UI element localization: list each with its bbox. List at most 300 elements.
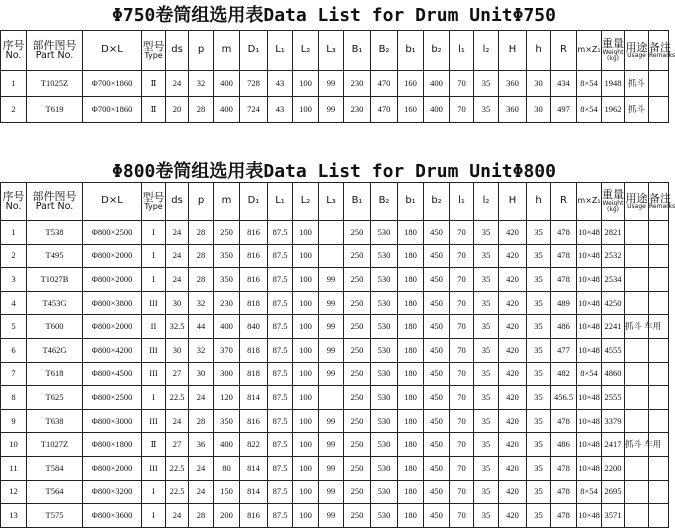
cell-B1: 250 xyxy=(344,504,371,528)
table-row xyxy=(1,338,669,362)
cell-usage xyxy=(625,291,649,315)
cell-B2: 530 xyxy=(371,456,398,480)
cell-mz: 10×48 xyxy=(577,456,602,480)
cell-weight: 1962 xyxy=(602,97,625,123)
cell-usage: 抓斗 xyxy=(625,97,649,123)
cell-H: 420 xyxy=(499,386,527,410)
cell-L2: 100 xyxy=(293,386,319,410)
cell-R: 478 xyxy=(551,268,577,292)
cell-type: I xyxy=(142,386,166,410)
cell-H: 420 xyxy=(499,338,527,362)
cell-l1: 70 xyxy=(450,386,474,410)
col-L3-header: L₃ xyxy=(319,31,344,71)
cell-L2: 100 xyxy=(293,315,319,339)
cell-type: Ⅱ xyxy=(142,97,166,123)
cell-D1: 816 xyxy=(240,268,268,292)
cell-mz: 8×54 xyxy=(577,71,602,97)
col-D1-header: D₁ xyxy=(240,183,268,221)
cell-l1: 70 xyxy=(450,268,474,292)
cell-D1: 724 xyxy=(240,97,268,123)
col-h-header: h xyxy=(527,31,551,71)
cell-m: 400 xyxy=(214,433,240,457)
cell-L1: 43 xyxy=(268,71,293,97)
cell-h: 30 xyxy=(527,71,551,97)
cell-H: 420 xyxy=(499,362,527,386)
table1-title: Φ750卷筒组选用表Data List for Drum UnitΦ750 xyxy=(112,5,556,26)
cell-B1: 250 xyxy=(344,221,371,245)
col-ds-header: ds xyxy=(166,31,189,71)
cell-R: 497 xyxy=(551,97,577,123)
cell-part-no: T584 xyxy=(27,456,83,480)
cell-weight: 4250 xyxy=(602,291,625,315)
cell-D1: 816 xyxy=(240,221,268,245)
cell-usage xyxy=(625,386,649,410)
cell-b2: 450 xyxy=(424,456,450,480)
cell-ds: 24 xyxy=(166,268,189,292)
cell-b2: 450 xyxy=(424,221,450,245)
cell-L3: 99 xyxy=(319,291,344,315)
cell-H: 360 xyxy=(499,97,527,123)
cell-b2: 450 xyxy=(424,268,450,292)
cell-L3: 99 xyxy=(319,409,344,433)
cell-dxl: Φ700×1860 xyxy=(83,71,142,97)
cell-l1: 70 xyxy=(450,409,474,433)
cell-L2: 100 xyxy=(293,244,319,268)
cell-m: 300 xyxy=(214,362,240,386)
cell-L2: 100 xyxy=(293,268,319,292)
cell-B1: 250 xyxy=(344,409,371,433)
col-dxl-header: D×L xyxy=(83,31,142,71)
cell-remarks xyxy=(649,291,669,315)
cell-no: 1 xyxy=(1,221,27,245)
cell-ds: 24 xyxy=(166,221,189,245)
cell-H: 420 xyxy=(499,291,527,315)
cell-dxl: Φ800×2000 xyxy=(83,268,142,292)
cell-D1: 816 xyxy=(240,409,268,433)
cell-type: I xyxy=(142,480,166,504)
cell-weight: 2534 xyxy=(602,268,625,292)
cell-usage: 抓斗 车用 xyxy=(625,433,649,457)
cell-p: 28 xyxy=(189,221,214,245)
cell-b2: 450 xyxy=(424,338,450,362)
cell-b1: 160 xyxy=(398,71,424,97)
cell-p: 32 xyxy=(189,71,214,97)
cell-R: 486 xyxy=(551,315,577,339)
cell-part-no: T538 xyxy=(27,221,83,245)
cell-mz: 8×54 xyxy=(577,362,602,386)
cell-l2: 35 xyxy=(474,268,499,292)
col-m-header: m xyxy=(214,31,240,71)
cell-ds: 20 xyxy=(166,97,189,123)
cell-no: 8 xyxy=(1,386,27,410)
cell-remarks xyxy=(649,97,669,123)
cell-B1: 250 xyxy=(344,338,371,362)
col-B1-header: B₁ xyxy=(344,183,371,221)
table-row xyxy=(1,504,669,528)
cell-L3: 99 xyxy=(319,456,344,480)
cell-usage xyxy=(625,480,649,504)
cell-m: 400 xyxy=(214,315,240,339)
cell-L3: 99 xyxy=(319,433,344,457)
cell-b2: 450 xyxy=(424,244,450,268)
cell-l2: 35 xyxy=(474,244,499,268)
cell-L2: 100 xyxy=(293,456,319,480)
cell-type: I xyxy=(142,221,166,245)
cell-L3 xyxy=(319,386,344,410)
cell-R: 456.5 xyxy=(551,386,577,410)
cell-L2: 100 xyxy=(293,97,319,123)
cell-B2: 530 xyxy=(371,291,398,315)
col-no-header: 序号 No. xyxy=(1,183,27,221)
cell-H: 420 xyxy=(499,433,527,457)
col-weight-header: 重量 Weight (kg) xyxy=(602,183,625,221)
cell-L1: 87.5 xyxy=(268,362,293,386)
cell-h: 35 xyxy=(527,221,551,245)
table2-title: Φ800卷筒组选用表Data List for Drum UnitΦ800 xyxy=(112,161,556,182)
cell-dxl: Φ800×4200 xyxy=(83,338,142,362)
col-L1-header: L₁ xyxy=(268,31,293,71)
cell-mz: 10×48 xyxy=(577,386,602,410)
cell-weight: 2200 xyxy=(602,456,625,480)
cell-h: 35 xyxy=(527,504,551,528)
col-mz-header: m×Z₁ xyxy=(577,183,602,221)
cell-b2: 450 xyxy=(424,433,450,457)
cell-part-no: T625 xyxy=(27,386,83,410)
cell-L2: 100 xyxy=(293,480,319,504)
cell-m: 400 xyxy=(214,71,240,97)
cell-l2: 35 xyxy=(474,338,499,362)
cell-H: 420 xyxy=(499,504,527,528)
cell-remarks xyxy=(649,456,669,480)
cell-mz: 10×48 xyxy=(577,315,602,339)
table-header-row xyxy=(1,183,669,221)
cell-D1: 814 xyxy=(240,386,268,410)
cell-type: Ⅱ xyxy=(142,433,166,457)
cell-weight: 1948 xyxy=(602,71,625,97)
cell-no: 2 xyxy=(1,97,27,123)
cell-h: 35 xyxy=(527,268,551,292)
cell-B2: 530 xyxy=(371,315,398,339)
cell-ds: 24 xyxy=(166,71,189,97)
col-R-header: R xyxy=(551,183,577,221)
cell-B2: 470 xyxy=(371,71,398,97)
cell-no: 10 xyxy=(1,433,27,457)
cell-mz: 10×48 xyxy=(577,433,602,457)
cell-weight: 2821 xyxy=(602,221,625,245)
cell-mz: 10×48 xyxy=(577,221,602,245)
cell-weight: 4555 xyxy=(602,338,625,362)
cell-p: 24 xyxy=(189,480,214,504)
cell-l1: 70 xyxy=(450,71,474,97)
cell-type: I xyxy=(142,504,166,528)
cell-m: 350 xyxy=(214,268,240,292)
cell-p: 28 xyxy=(189,504,214,528)
cell-mz: 8×54 xyxy=(577,480,602,504)
cell-ds: 30 xyxy=(166,338,189,362)
cell-R: 478 xyxy=(551,244,577,268)
cell-B2: 470 xyxy=(371,97,398,123)
table-row xyxy=(1,221,669,245)
cell-L1: 87.5 xyxy=(268,386,293,410)
cell-dxl: Φ800×3800 xyxy=(83,291,142,315)
cell-h: 30 xyxy=(527,97,551,123)
cell-l2: 35 xyxy=(474,409,499,433)
cell-weight: 4860 xyxy=(602,362,625,386)
cell-m: 400 xyxy=(214,97,240,123)
col-L3-header: L₃ xyxy=(319,183,344,221)
cell-B2: 530 xyxy=(371,409,398,433)
cell-part-no: T600 xyxy=(27,315,83,339)
cell-remarks xyxy=(649,480,669,504)
cell-dxl: Φ800×2000 xyxy=(83,315,142,339)
cell-dxl: Φ800×2500 xyxy=(83,386,142,410)
cell-L2: 100 xyxy=(293,71,319,97)
cell-weight: 3379 xyxy=(602,409,625,433)
cell-L2: 100 xyxy=(293,221,319,245)
cell-ds: 27 xyxy=(166,433,189,457)
cell-part-no: T618 xyxy=(27,362,83,386)
cell-b1: 180 xyxy=(398,456,424,480)
cell-B1: 250 xyxy=(344,244,371,268)
cell-l1: 70 xyxy=(450,97,474,123)
cell-L3: 99 xyxy=(319,97,344,123)
col-p-header: p xyxy=(189,31,214,71)
cell-usage xyxy=(625,244,649,268)
cell-p: 30 xyxy=(189,362,214,386)
cell-L1: 87.5 xyxy=(268,221,293,245)
cell-B1: 230 xyxy=(344,71,371,97)
cell-b2: 450 xyxy=(424,362,450,386)
cell-usage: 抓斗 xyxy=(625,71,649,97)
cell-L1: 87.5 xyxy=(268,504,293,528)
cell-L2: 100 xyxy=(293,409,319,433)
cell-b1: 180 xyxy=(398,338,424,362)
cell-L3: 99 xyxy=(319,268,344,292)
cell-mz: 10×48 xyxy=(577,409,602,433)
cell-ds: 22.5 xyxy=(166,456,189,480)
cell-weight: 2241 xyxy=(602,315,625,339)
cell-m: 250 xyxy=(214,221,240,245)
cell-mz: 10×48 xyxy=(577,504,602,528)
col-B1-header: B₁ xyxy=(344,31,371,71)
col-L2-header: L₂ xyxy=(293,31,319,71)
table-row xyxy=(1,433,669,457)
cell-l2: 35 xyxy=(474,315,499,339)
cell-D1: 818 xyxy=(240,338,268,362)
col-l1-header: l₁ xyxy=(450,183,474,221)
table-row xyxy=(1,315,669,339)
cell-H: 420 xyxy=(499,456,527,480)
cell-remarks xyxy=(649,504,669,528)
cell-b1: 180 xyxy=(398,291,424,315)
cell-m: 230 xyxy=(214,291,240,315)
cell-D1: 816 xyxy=(240,244,268,268)
cell-b1: 180 xyxy=(398,221,424,245)
table-row xyxy=(1,244,669,268)
cell-l1: 70 xyxy=(450,504,474,528)
cell-H: 420 xyxy=(499,244,527,268)
cell-p: 28 xyxy=(189,244,214,268)
cell-R: 434 xyxy=(551,71,577,97)
col-no-header: 序号 No. xyxy=(1,31,27,71)
cell-b2: 450 xyxy=(424,480,450,504)
cell-dxl: Φ800×3000 xyxy=(83,409,142,433)
col-L2-header: L₂ xyxy=(293,183,319,221)
cell-remarks xyxy=(649,268,669,292)
cell-m: 200 xyxy=(214,504,240,528)
cell-l1: 70 xyxy=(450,433,474,457)
cell-H: 420 xyxy=(499,480,527,504)
cell-m: 150 xyxy=(214,480,240,504)
cell-part-no: T575 xyxy=(27,504,83,528)
cell-H: 420 xyxy=(499,221,527,245)
cell-usage xyxy=(625,338,649,362)
cell-usage xyxy=(625,221,649,245)
cell-p: 32 xyxy=(189,338,214,362)
cell-L1: 87.5 xyxy=(268,480,293,504)
cell-H: 420 xyxy=(499,409,527,433)
cell-type: I xyxy=(142,244,166,268)
cell-no: 1 xyxy=(1,71,27,97)
cell-dxl: Φ800×2500 xyxy=(83,221,142,245)
col-R-header: R xyxy=(551,31,577,71)
drum-800-table xyxy=(0,182,675,528)
col-remarks-header: 备注 Remarks xyxy=(649,31,669,71)
cell-type: III xyxy=(142,456,166,480)
cell-part-no: T1025Z xyxy=(27,71,83,97)
cell-H: 420 xyxy=(499,315,527,339)
table-row xyxy=(1,362,669,386)
cell-dxl: Φ700×1860 xyxy=(83,97,142,123)
cell-b1: 180 xyxy=(398,315,424,339)
cell-type: III xyxy=(142,291,166,315)
cell-remarks xyxy=(649,386,669,410)
cell-type: III xyxy=(142,338,166,362)
cell-L3: 99 xyxy=(319,504,344,528)
cell-mz: 10×48 xyxy=(577,291,602,315)
cell-h: 35 xyxy=(527,291,551,315)
col-weight-header: 重量 Weight (kg) xyxy=(602,31,625,71)
cell-remarks xyxy=(649,221,669,245)
cell-b2: 450 xyxy=(424,291,450,315)
cell-l2: 35 xyxy=(474,504,499,528)
cell-no: 11 xyxy=(1,456,27,480)
cell-part-no: T462G xyxy=(27,338,83,362)
cell-part-no: T495 xyxy=(27,244,83,268)
cell-b1: 180 xyxy=(398,362,424,386)
cell-no: 7 xyxy=(1,362,27,386)
cell-usage: 抓斗 车用 xyxy=(625,315,649,339)
table-row xyxy=(1,97,669,123)
cell-L1: 87.5 xyxy=(268,409,293,433)
cell-h: 35 xyxy=(527,433,551,457)
cell-h: 35 xyxy=(527,456,551,480)
cell-p: 24 xyxy=(189,386,214,410)
cell-D1: 818 xyxy=(240,362,268,386)
cell-B2: 530 xyxy=(371,221,398,245)
cell-m: 350 xyxy=(214,409,240,433)
cell-B2: 530 xyxy=(371,362,398,386)
cell-l2: 35 xyxy=(474,456,499,480)
cell-remarks xyxy=(649,244,669,268)
cell-part-no: T1027Z xyxy=(27,433,83,457)
cell-dxl: Φ800×2000 xyxy=(83,244,142,268)
col-L1-header: L₁ xyxy=(268,183,293,221)
cell-type: III xyxy=(142,362,166,386)
cell-no: 2 xyxy=(1,244,27,268)
cell-b2: 450 xyxy=(424,386,450,410)
cell-L2: 100 xyxy=(293,291,319,315)
col-H-header: H xyxy=(499,183,527,221)
col-type-header: 型号 Type xyxy=(142,183,166,221)
col-b1-header: b₁ xyxy=(398,183,424,221)
cell-b1: 180 xyxy=(398,480,424,504)
cell-D1: 840 xyxy=(240,315,268,339)
cell-h: 35 xyxy=(527,409,551,433)
cell-R: 478 xyxy=(551,480,577,504)
cell-p: 24 xyxy=(189,456,214,480)
cell-type: Ⅱ xyxy=(142,71,166,97)
cell-L2: 100 xyxy=(293,433,319,457)
col-ds-header: ds xyxy=(166,183,189,221)
cell-h: 35 xyxy=(527,244,551,268)
cell-ds: 27 xyxy=(166,362,189,386)
cell-ds: 24 xyxy=(166,504,189,528)
cell-b2: 450 xyxy=(424,504,450,528)
cell-ds: 22.5 xyxy=(166,480,189,504)
cell-B1: 250 xyxy=(344,480,371,504)
cell-l2: 35 xyxy=(474,97,499,123)
cell-B2: 530 xyxy=(371,244,398,268)
cell-B2: 530 xyxy=(371,268,398,292)
cell-dxl: Φ800×3200 xyxy=(83,480,142,504)
cell-B2: 530 xyxy=(371,480,398,504)
col-B2-header: B₂ xyxy=(371,183,398,221)
cell-part-no: T1027B xyxy=(27,268,83,292)
cell-l2: 35 xyxy=(474,386,499,410)
cell-mz: 10×48 xyxy=(577,338,602,362)
cell-b1: 180 xyxy=(398,244,424,268)
cell-weight: 3571 xyxy=(602,504,625,528)
cell-b2: 400 xyxy=(424,97,450,123)
cell-L1: 87.5 xyxy=(268,291,293,315)
cell-m: 120 xyxy=(214,386,240,410)
cell-l2: 35 xyxy=(474,71,499,97)
cell-dxl: Φ800×3600 xyxy=(83,504,142,528)
col-B2-header: B₂ xyxy=(371,31,398,71)
cell-L2: 100 xyxy=(293,338,319,362)
cell-usage xyxy=(625,504,649,528)
col-D1-header: D₁ xyxy=(240,31,268,71)
cell-R: 478 xyxy=(551,504,577,528)
cell-B1: 250 xyxy=(344,291,371,315)
cell-usage xyxy=(625,456,649,480)
cell-weight: 2417 xyxy=(602,433,625,457)
cell-remarks xyxy=(649,71,669,97)
cell-b2: 450 xyxy=(424,315,450,339)
cell-type: II xyxy=(142,315,166,339)
cell-l2: 35 xyxy=(474,480,499,504)
cell-D1: 816 xyxy=(240,504,268,528)
cell-usage xyxy=(625,268,649,292)
cell-B1: 230 xyxy=(344,97,371,123)
cell-B1: 250 xyxy=(344,315,371,339)
cell-h: 35 xyxy=(527,480,551,504)
cell-part-no: T564 xyxy=(27,480,83,504)
cell-L3: 99 xyxy=(319,315,344,339)
cell-H: 360 xyxy=(499,71,527,97)
cell-dxl: Φ800×1800 xyxy=(83,433,142,457)
